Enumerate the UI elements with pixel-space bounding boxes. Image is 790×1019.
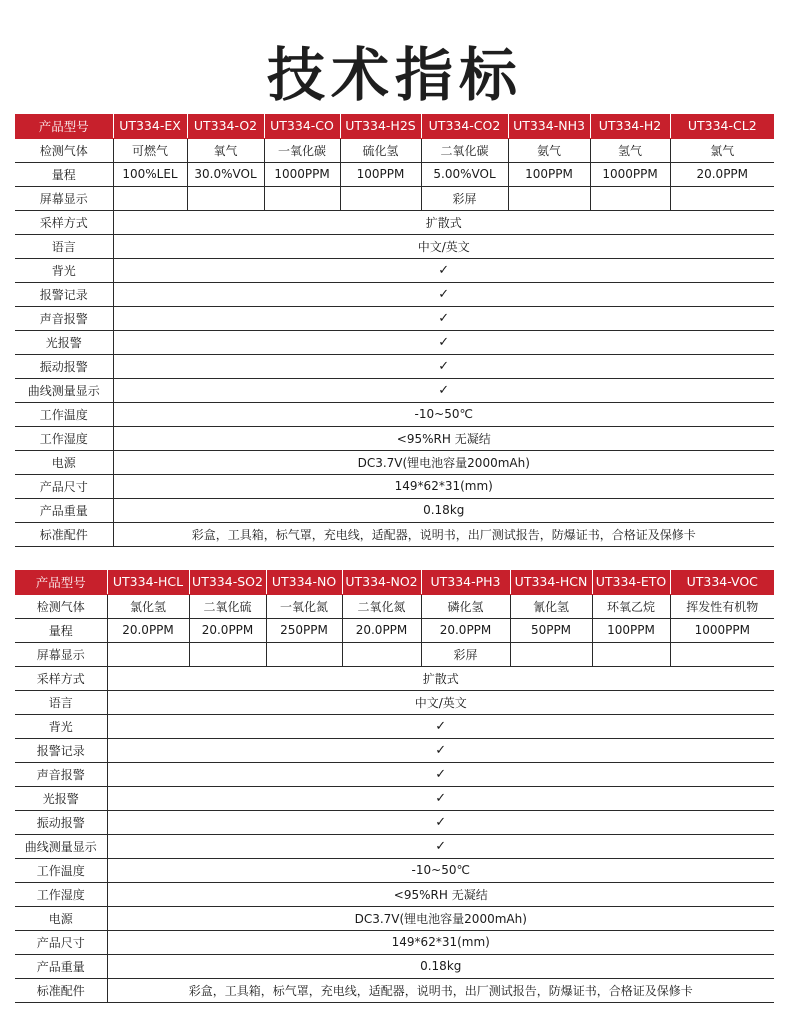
alarm-record-row xyxy=(15,282,774,306)
check-mark: ✓ xyxy=(107,786,774,810)
vibration-alarm-label: 振动报警 xyxy=(15,354,113,378)
alarm-record-label: 报警记录 xyxy=(15,282,113,306)
weight-row xyxy=(15,954,774,978)
temp-row xyxy=(15,402,774,426)
model-cell: UT334-PH3 xyxy=(421,570,510,594)
humidity-row xyxy=(15,426,774,450)
empty-cell xyxy=(670,186,774,210)
display-row xyxy=(15,642,774,666)
temp-row xyxy=(15,858,774,882)
sampling-label: 采样方式 xyxy=(15,210,113,234)
sampling-row xyxy=(15,210,774,234)
model-header-row xyxy=(15,570,774,594)
empty-cell xyxy=(266,642,342,666)
model-cell: UT334-NH3 xyxy=(508,114,590,138)
curve-row xyxy=(15,834,774,858)
temp-label: 工作温度 xyxy=(15,858,107,882)
check-mark: ✓ xyxy=(107,762,774,786)
check-mark: ✓ xyxy=(113,330,774,354)
empty-cell xyxy=(264,186,340,210)
gas-cell: 磷化氢 xyxy=(421,594,510,618)
range-row xyxy=(15,618,774,642)
sound-alarm-row xyxy=(15,762,774,786)
check-mark: ✓ xyxy=(113,378,774,402)
range-cell: 20.0PPM xyxy=(342,618,421,642)
size-label: 产品尺寸 xyxy=(15,930,107,954)
model-cell: UT334-NO2 xyxy=(342,570,421,594)
light-alarm-label: 光报警 xyxy=(15,330,113,354)
gas-cell: 氯化氢 xyxy=(107,594,189,618)
language-label: 语言 xyxy=(15,234,113,258)
range-cell: 1000PPM xyxy=(590,162,670,186)
power-row xyxy=(15,906,774,930)
model-cell: UT334-HCL xyxy=(107,570,189,594)
display-label: 屏幕显示 xyxy=(15,642,107,666)
model-header-row xyxy=(15,114,774,138)
weight-row xyxy=(15,498,774,522)
humidity-value: <95%RH 无凝结 xyxy=(113,426,774,450)
gas-cell: 二氧化碳 xyxy=(421,138,508,162)
display-value: 彩屏 xyxy=(421,642,510,666)
range-cell: 1000PPM xyxy=(264,162,340,186)
accessories-value: 彩盒，工具箱，标气罩，充电线，适配器，说明书，出厂测试报告，防爆证书，合格证及保修卡 xyxy=(107,978,774,1002)
range-label: 量程 xyxy=(15,618,107,642)
alarm-record-row xyxy=(15,738,774,762)
range-cell: 20.0PPM xyxy=(670,162,774,186)
range-cell: 20.0PPM xyxy=(189,618,266,642)
range-cell: 100PPM xyxy=(592,618,670,642)
empty-cell xyxy=(113,186,187,210)
model-cell: UT334-HCN xyxy=(510,570,592,594)
sampling-row xyxy=(15,666,774,690)
light-alarm-row xyxy=(15,786,774,810)
power-value: DC3.7V(锂电池容量2000mAh) xyxy=(107,906,774,930)
language-label: 语言 xyxy=(15,690,107,714)
model-cell: UT334-EX xyxy=(113,114,187,138)
range-cell: 50PPM xyxy=(510,618,592,642)
curve-row xyxy=(15,378,774,402)
backlight-row xyxy=(15,714,774,738)
weight-value: 0.18kg xyxy=(107,954,774,978)
size-row xyxy=(15,474,774,498)
weight-label: 产品重量 xyxy=(15,498,113,522)
model-label: 产品型号 xyxy=(15,570,107,594)
empty-cell xyxy=(510,642,592,666)
gas-cell: 一氧化碳 xyxy=(264,138,340,162)
range-cell: 250PPM xyxy=(266,618,342,642)
model-cell: UT334-H2 xyxy=(590,114,670,138)
accessories-value: 彩盒，工具箱，标气罩，充电线，适配器，说明书，出厂测试报告，防爆证书，合格证及保修卡 xyxy=(113,522,774,546)
model-cell: UT334-SO2 xyxy=(189,570,266,594)
empty-cell xyxy=(342,642,421,666)
gas-cell: 二氧化氮 xyxy=(342,594,421,618)
size-label: 产品尺寸 xyxy=(15,474,113,498)
range-cell: 100%LEL xyxy=(113,162,187,186)
language-value: 中文/英文 xyxy=(107,690,774,714)
sound-alarm-label: 声音报警 xyxy=(15,762,107,786)
model-cell: UT334-H2S xyxy=(340,114,421,138)
empty-cell xyxy=(670,642,774,666)
range-cell: 20.0PPM xyxy=(421,618,510,642)
empty-cell xyxy=(590,186,670,210)
alarm-record-label: 报警记录 xyxy=(15,738,107,762)
size-value: 149*62*31(mm) xyxy=(107,930,774,954)
curve-label: 曲线测量显示 xyxy=(15,834,107,858)
model-cell: UT334-VOC xyxy=(670,570,774,594)
sound-alarm-row xyxy=(15,306,774,330)
gas-cell: 挥发性有机物 xyxy=(670,594,774,618)
check-mark: ✓ xyxy=(107,834,774,858)
language-value: 中文/英文 xyxy=(113,234,774,258)
empty-cell xyxy=(340,186,421,210)
range-cell: 5.00%VOL xyxy=(421,162,508,186)
model-cell: UT334-CL2 xyxy=(670,114,774,138)
model-cell: UT334-ETO xyxy=(592,570,670,594)
accessories-label: 标准配件 xyxy=(15,522,113,546)
gas-label: 检测气体 xyxy=(15,594,107,618)
gas-cell: 氯气 xyxy=(670,138,774,162)
display-row xyxy=(15,186,774,210)
range-row xyxy=(15,162,774,186)
sampling-value: 扩散式 xyxy=(113,210,774,234)
check-mark: ✓ xyxy=(113,354,774,378)
gas-cell: 硫化氢 xyxy=(340,138,421,162)
gas-label: 检测气体 xyxy=(15,138,113,162)
gas-cell: 环氧乙烷 xyxy=(592,594,670,618)
range-cell: 100PPM xyxy=(508,162,590,186)
range-cell: 100PPM xyxy=(340,162,421,186)
spec-table-2 xyxy=(15,570,774,1003)
power-value: DC3.7V(锂电池容量2000mAh) xyxy=(113,450,774,474)
sound-alarm-label: 声音报警 xyxy=(15,306,113,330)
accessories-row xyxy=(15,522,774,546)
empty-cell xyxy=(592,642,670,666)
gas-cell: 氰化氢 xyxy=(510,594,592,618)
language-row xyxy=(15,234,774,258)
humidity-label: 工作湿度 xyxy=(15,882,107,906)
sampling-label: 采样方式 xyxy=(15,666,107,690)
power-label: 电源 xyxy=(15,450,113,474)
gas-row xyxy=(15,594,774,618)
accessories-label: 标准配件 xyxy=(15,978,107,1002)
display-value: 彩屏 xyxy=(421,186,508,210)
backlight-label: 背光 xyxy=(15,258,113,282)
humidity-value: <95%RH 无凝结 xyxy=(107,882,774,906)
check-mark: ✓ xyxy=(107,714,774,738)
temp-label: 工作温度 xyxy=(15,402,113,426)
model-cell: UT334-CO2 xyxy=(421,114,508,138)
light-alarm-row xyxy=(15,330,774,354)
empty-cell xyxy=(107,642,189,666)
model-label: 产品型号 xyxy=(15,114,113,138)
weight-label: 产品重量 xyxy=(15,954,107,978)
gas-cell: 二氧化硫 xyxy=(189,594,266,618)
sampling-value: 扩散式 xyxy=(107,666,774,690)
temp-value: -10~50℃ xyxy=(113,402,774,426)
range-cell: 30.0%VOL xyxy=(187,162,264,186)
page-title: 技术指标 xyxy=(266,41,523,109)
gas-row xyxy=(15,138,774,162)
temp-value: -10~50℃ xyxy=(107,858,774,882)
gas-cell: 氨气 xyxy=(508,138,590,162)
power-label: 电源 xyxy=(15,906,107,930)
range-cell: 20.0PPM xyxy=(107,618,189,642)
empty-cell xyxy=(189,642,266,666)
model-cell: UT334-CO xyxy=(264,114,340,138)
spec-table-1 xyxy=(15,114,774,547)
accessories-row xyxy=(15,978,774,1002)
vibration-alarm-row xyxy=(15,810,774,834)
gas-cell: 氢气 xyxy=(590,138,670,162)
backlight-row xyxy=(15,258,774,282)
empty-cell xyxy=(187,186,264,210)
check-mark: ✓ xyxy=(113,258,774,282)
humidity-label: 工作湿度 xyxy=(15,426,113,450)
empty-cell xyxy=(508,186,590,210)
vibration-alarm-row xyxy=(15,354,774,378)
range-label: 量程 xyxy=(15,162,113,186)
gas-cell: 氧气 xyxy=(187,138,264,162)
check-mark: ✓ xyxy=(113,282,774,306)
curve-label: 曲线测量显示 xyxy=(15,378,113,402)
backlight-label: 背光 xyxy=(15,714,107,738)
check-mark: ✓ xyxy=(107,738,774,762)
display-label: 屏幕显示 xyxy=(15,186,113,210)
check-mark: ✓ xyxy=(113,306,774,330)
check-mark: ✓ xyxy=(107,810,774,834)
range-cell: 1000PPM xyxy=(670,618,774,642)
size-row xyxy=(15,930,774,954)
language-row xyxy=(15,690,774,714)
light-alarm-label: 光报警 xyxy=(15,786,107,810)
humidity-row xyxy=(15,882,774,906)
size-value: 149*62*31(mm) xyxy=(113,474,774,498)
gas-cell: 可燃气 xyxy=(113,138,187,162)
weight-value: 0.18kg xyxy=(113,498,774,522)
model-cell: UT334-O2 xyxy=(187,114,264,138)
gas-cell: 一氧化氮 xyxy=(266,594,342,618)
power-row xyxy=(15,450,774,474)
vibration-alarm-label: 振动报警 xyxy=(15,810,107,834)
model-cell: UT334-NO xyxy=(266,570,342,594)
